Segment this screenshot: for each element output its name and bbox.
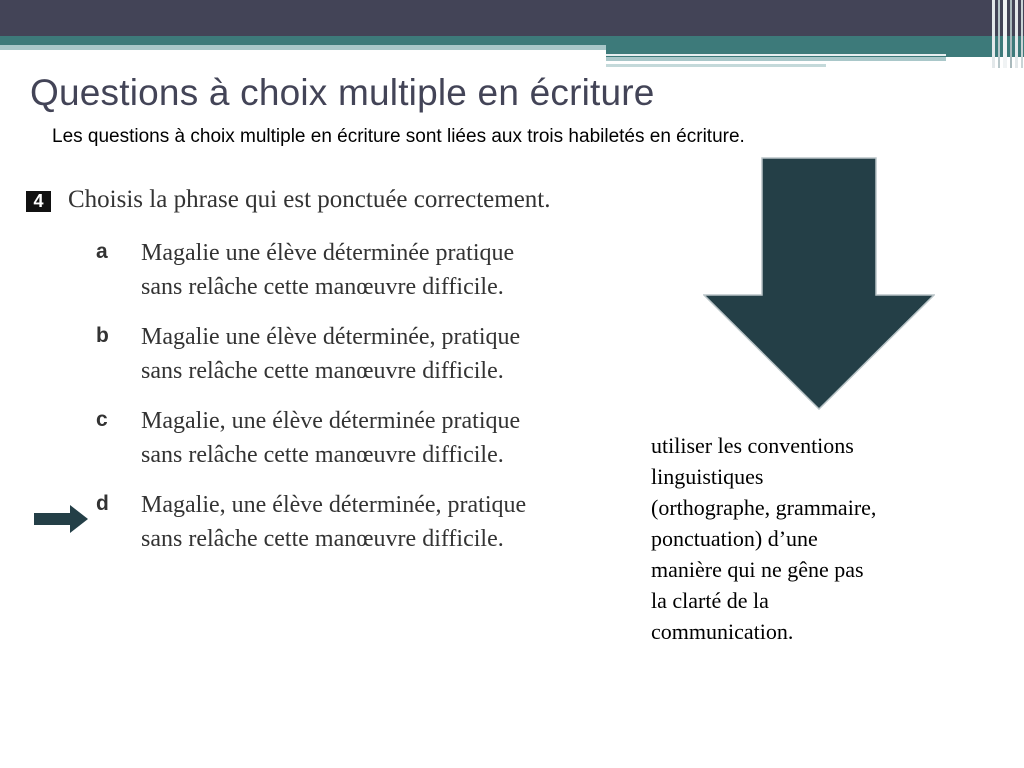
- header-rule: [606, 54, 946, 56]
- option-letter-a: a: [96, 240, 108, 263]
- header-rule: [606, 57, 946, 61]
- option-letter-c: c: [96, 408, 108, 431]
- down-arrow-icon: [703, 157, 935, 410]
- slide-title: Questions à choix multiple en écriture: [30, 72, 655, 113]
- header-band-dark: [0, 0, 1024, 36]
- header-band-teal: [0, 36, 1024, 45]
- header-rule: [606, 64, 826, 67]
- side-note: utiliser les conventions linguistiques (orthographe, grammaire, ponctuation) d’une manière qui ne gêne pas la clarté de la communication.: [651, 433, 877, 644]
- slide-subtitle: Les questions à choix multiple en écriture sont liées aux trois habiletés en écriture.: [52, 126, 745, 147]
- option-text-d: Magalie, une élève déterminée, pratique sans relâche cette manœuvre difficile.: [141, 492, 527, 552]
- option-letter-d: d: [96, 492, 109, 515]
- header-vertical-bars: [988, 0, 1024, 68]
- option-text-c: Magalie, une élève déterminée pratique sans relâche cette manœuvre difficile.: [141, 408, 521, 468]
- right-arrow-icon: [34, 505, 88, 533]
- option-letter-b: b: [96, 324, 109, 347]
- header-band-light: [0, 45, 606, 50]
- option-text-a: Magalie une élève déterminée pratique sans relâche cette manœuvre difficile.: [141, 240, 515, 300]
- question-stem: Choisis la phrase qui est ponctuée correctement.: [68, 186, 551, 213]
- question-number: 4: [26, 191, 51, 212]
- option-text-b: Magalie une élève déterminée, pratique sans relâche cette manœuvre difficile.: [141, 324, 521, 384]
